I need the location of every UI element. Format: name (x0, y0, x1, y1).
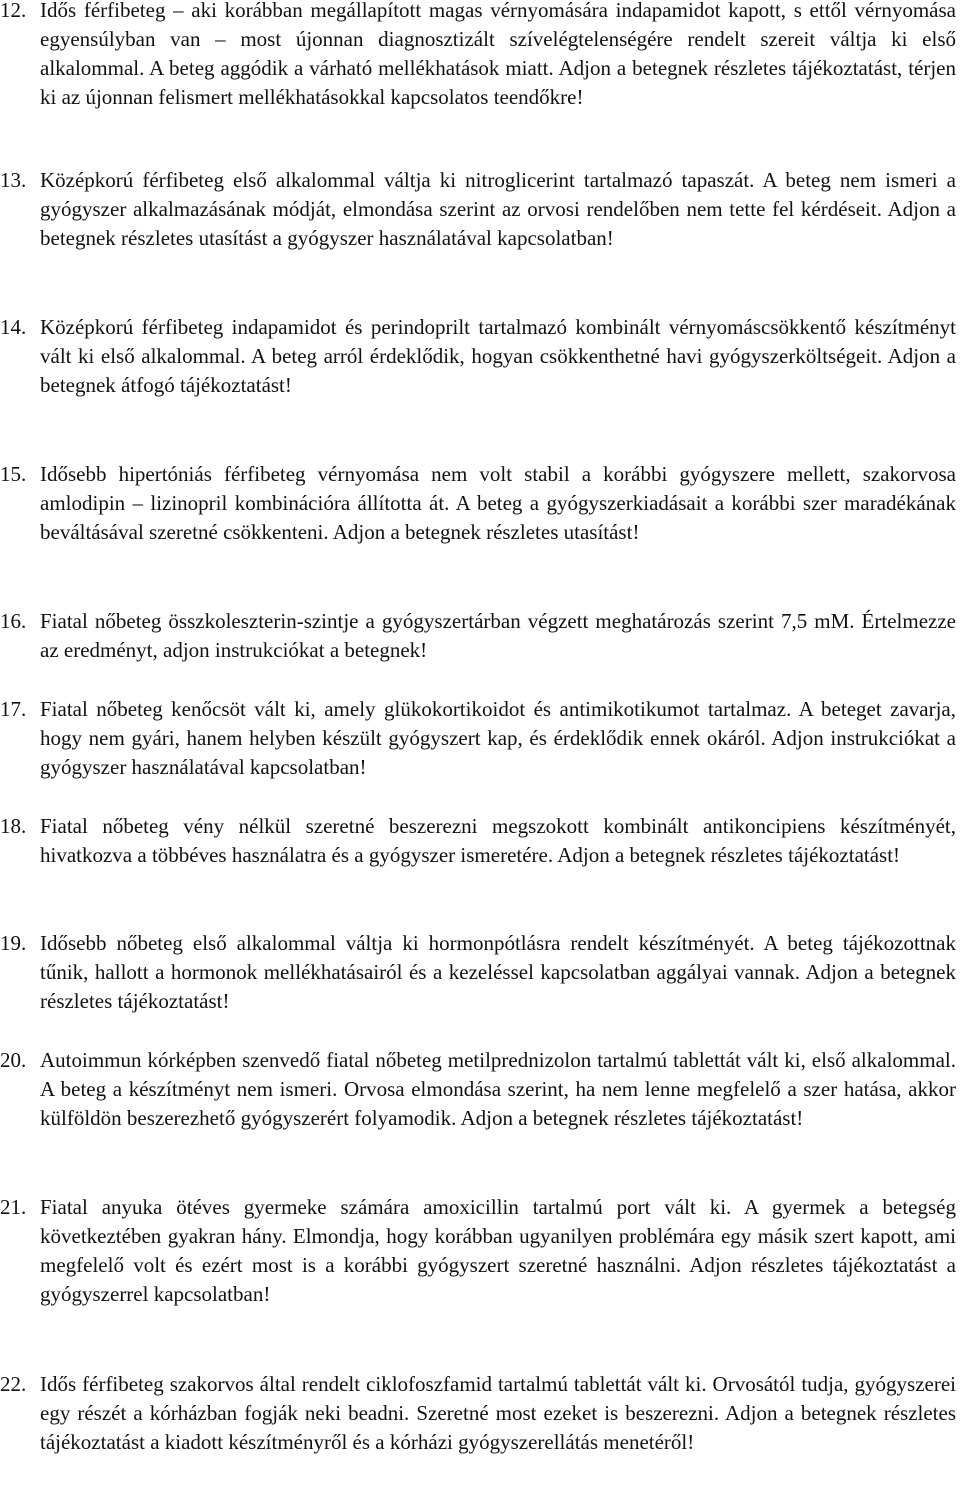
item-text: Középkorú férfibeteg indapamidot és perindoprilt tartalmazó kombinált vérnyomáscsökkentő készítményt vált ki első alkalommal. A beteg arról érdeklődik, hogyan csökkenthetné havi gyógyszerköltségeit. Adjon a betegnek átfogó tájékoztatást! (40, 315, 956, 397)
item-text: Fiatal nőbeteg vény nélkül szeretné beszerezni megszokott kombinált antikoncipiens készítményét, hivatkozva a többéves használatra és a gyógyszer ismeretére. Adjon a betegnek részletes tájékoztatást! (40, 814, 956, 867)
item-number: 14. (0, 315, 27, 339)
list-item-21 (0, 1193, 956, 1309)
list-item-15 (0, 460, 956, 547)
item-number: 15. (0, 462, 27, 486)
item-text: Idős férfibeteg szakorvos által rendelt ciklofoszfamid tartalmú tablettát vált ki. Orvosától tudja, gyógyszerei egy részét a kórházban fogják neki beadni. Szeretné most ezeket is beszerezni. Adjon a betegnek részletes tájékoztatást a kiadott készítményről és a kórházi gyógyszerellátás menetéről! (40, 1372, 956, 1454)
item-number: 21. (0, 1195, 27, 1219)
list-item-22 (0, 1370, 956, 1457)
list-item-17 (0, 695, 956, 782)
item-text: Fiatal nőbeteg kenőcsöt vált ki, amely glükokortikoidot és antimikotikumot tartalmaz. A beteget zavarja, hogy nem gyári, hanem helyben készült gyógyszert kap, és érdeklődik ennek okáról. Adjon instrukciókat a gyógyszer használatával kapcsolatban! (40, 697, 956, 779)
item-text: Fiatal nőbeteg összkoleszterin-szintje a gyógyszertárban végzett meghatározás szerint 7,5 mM. Értelmezze az eredményt, adjon instrukciókat a betegnek! (40, 609, 956, 662)
item-number: 17. (0, 697, 27, 721)
item-number: 22. (0, 1372, 27, 1396)
list-item-16 (0, 607, 956, 665)
list-item-13 (0, 166, 956, 253)
item-text: Fiatal anyuka ötéves gyermeke számára amoxicillin tartalmú port vált ki. A gyermek a betegség következtében gyakran hány. Elmondja, hogy korábban ugyanilyen problémára egy másik szert kapott, ami megfelelő volt és ezért most is a korábbi gyógyszert szeretné használni. Adjon részletes tájékoztatást a gyógyszerrel kapcsolatban! (40, 1195, 956, 1306)
item-number: 19. (0, 931, 27, 955)
item-text: Autoimmun kórképben szenvedő fiatal nőbeteg metilprednizolon tartalmú tablettát vált ki, első alkalommal. A beteg a készítményt nem ismeri. Orvosa elmondása szerint, ha nem lenne megfelelő a szer hatása, akkor külföldön beszerezhető gyógyszerért folyamodik. Adjon a betegnek részletes tájékoztatást! (40, 1048, 956, 1130)
list-item-20 (0, 1046, 956, 1133)
list-item-19 (0, 929, 956, 1016)
item-number: 20. (0, 1048, 27, 1072)
list-item-18 (0, 812, 956, 870)
item-text: Idősebb nőbeteg első alkalommal váltja ki hormonpótlásra rendelt készítményét. A beteg tájékozottnak tűnik, hallott a hormonok mellékhatásairól és a kezeléssel kapcsolatban aggályai vannak. Adjon a betegnek részletes tájékoztatást! (40, 931, 956, 1013)
item-number: 12. (0, 0, 27, 22)
item-text: Középkorú férfibeteg első alkalommal váltja ki nitroglicerint tartalmazó tapaszát. A beteg nem ismeri a gyógyszer alkalmazásának módját, elmondása szerint az orvosi rendelőben nem tette fel kérdéseit. Adjon a betegnek részletes utasítást a gyógyszer használatával kapcsolatban! (40, 168, 956, 250)
item-text: Idősebb hipertóniás férfibeteg vérnyomása nem volt stabil a korábbi gyógyszere mellett, szakorvosa amlodipin – lizinopril kombinációra állította át. A beteg a gyógyszerkiadásait a korábbi szer maradékának beváltásával szeretné csökkenteni. Adjon a betegnek részletes utasítást! (40, 462, 956, 544)
item-text: Idős férfibeteg – aki korábban megállapított magas vérnyomására indapamidot kapott, s ettől vérnyomása egyensúlyban van – most újonnan diagnosztizált szívelégtelenségére rendelt szereit váltja ki első alkalommal. A beteg aggódik a várható mellékhatások miatt. Adjon a betegnek részletes tájékoztatást, térjen ki az újonnan felismert mellékhatásokkal kapcsolatos teendőkre! (40, 0, 956, 109)
list-item-14 (0, 313, 956, 400)
item-number: 18. (0, 814, 27, 838)
item-number: 13. (0, 168, 27, 192)
item-number: 16. (0, 609, 27, 633)
list-item-12 (0, 0, 956, 112)
